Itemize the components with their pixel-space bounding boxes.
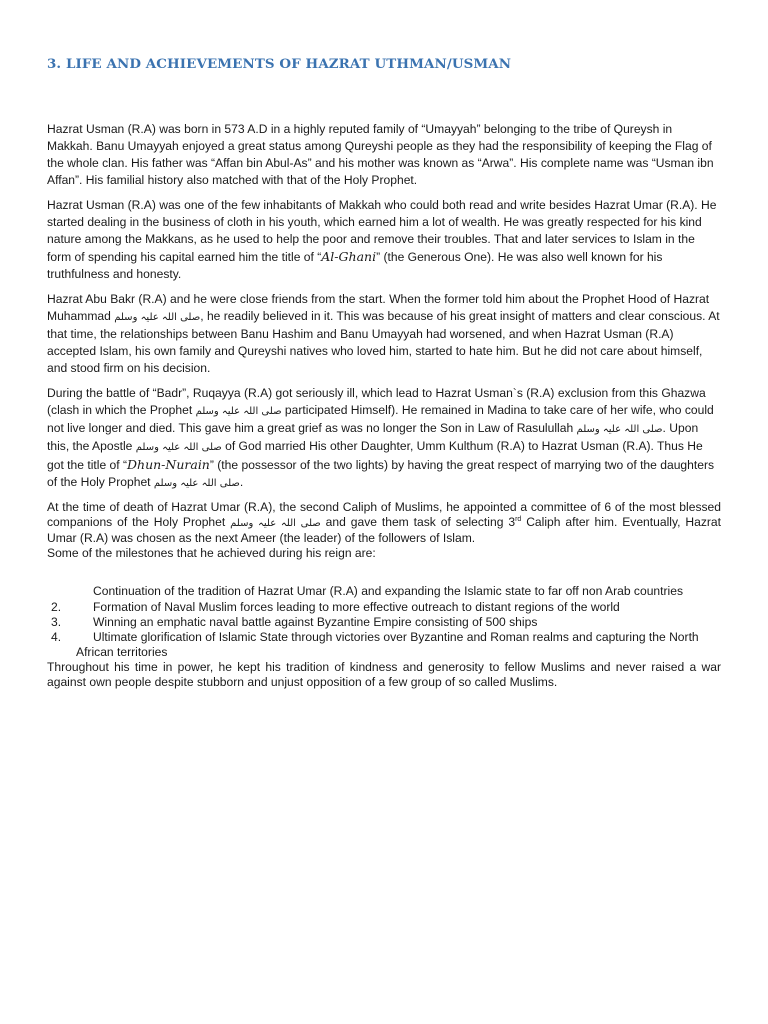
text-run: participated Himself). He remained in Madina to take care of her wife, who could not live longer and died. This gave him a great grief as was no longer the Son in Law of Rasulullah (47, 403, 714, 435)
title-dhun-nurain: Dhun-Nurain (127, 457, 210, 472)
text-run: Hazrat Usman (R.A) was one of the few inhabitants of Makkah who could both read and write besides Hazrat Umar (R.A). He started dealing in the business of cloth in his youth, which earned him a lot of wealth. He was greatly respected for his kind nature among the Makkans, as he used to help the poor and remove their troubles. That and later services to Islam in the form of spending his capital earned him the title of “ (47, 198, 717, 264)
text-run: Caliph after him. Eventually, Hazrat Umar (R.A) was chosen as the next Ameer (the leader) of the followers of Islam. (47, 515, 721, 545)
salutation-arabic: صلی اللہ علیہ وسلم (230, 518, 321, 529)
text-run: . (239, 475, 244, 489)
list-item-text: Formation of Naval Muslim forces leading to more effective outreach to distant regions of the world (93, 600, 620, 614)
list-item-text: Winning an emphatic naval battle against Byzantine Empire consisting of 500 ships (93, 615, 538, 629)
salutation-arabic: صلی اللہ علیہ وسلم (135, 442, 222, 453)
list-item (47, 615, 721, 630)
text-run: During the battle of “Badr”, Ruqayya (R.A) got seriously ill, which lead to Hazrat Usman`s (R.A) exclusion from this Ghazwa (clash in which the Prophet (47, 386, 706, 417)
title-al-ghani: Al-Ghani (321, 249, 377, 264)
list-number: 3. (51, 615, 62, 629)
list-number: 4. (51, 630, 62, 644)
milestones-list (47, 583, 721, 660)
text-run: , he readily believed in it. This was because of his great insight of matters and clear conscious. At that time, the relationships between Banu Hashim and Banu Umayyah had worsened, and when Hazrat Usman (R.A) accepted Islam, his own family and Qureyshi natives who loved him, started to hate him. But he did not care about himself, and stood firm on his decision. (47, 309, 720, 375)
text-run: At the time of death of Hazrat Umar (R.A), the second Caliph of Muslims, he appointed a committee of 6 of the most blessed companions of the Holy Prophet (47, 500, 721, 529)
document-body (47, 121, 721, 690)
paragraph-birth: Hazrat Usman (R.A) was born in 573 A.D in a highly reputed family of “Umayyah” belonging to the tribe of Qureysh in Makkah. Banu Umayyah enjoyed a great status among Qureyshi people as they had the responsibility of keeping the Flag of the whole clan. His father was “Affan bin Abul-As” and his mother was known as “Arwa”. His complete name was “Usman ibn Affan”. His familial history also matched with that of the Holy Prophet. (47, 122, 714, 187)
list-item-text: Ultimate glorification of Islamic State through victories over Byzantine and Roman realms and capturing the North African territories (76, 630, 699, 659)
milestones-intro: Some of the milestones that he achieved during his reign are: (47, 546, 376, 560)
ordinal-suffix: rd (515, 516, 522, 523)
list-item (47, 600, 721, 615)
salutation-arabic: صلی اللہ علیہ وسلم (114, 312, 201, 323)
text-run: of God married His other Daughter, Umm Kulthum (R.A) to Hazrat Usman (R.A). Thus He got the title of “ (47, 439, 703, 472)
paragraph-character (47, 197, 721, 283)
salutation-arabic: صلی اللہ علیہ وسلم (153, 478, 240, 489)
text-run: Hazrat Abu Bakr (R.A) and he were close friends from the start. When the former told him about the Prophet Hood of Hazrat Muhammad (47, 292, 710, 323)
list-item-text: Continuation of the tradition of Hazrat Umar (R.A) and expanding the Islamic state to far off non Arab countries (93, 584, 684, 598)
salutation-arabic: صلی اللہ علیہ وسلم (576, 424, 663, 435)
paragraph-caliphate (47, 500, 721, 561)
text-run: . Upon this, the Apostle (47, 421, 699, 453)
text-run: ” (the Generous One). He was also well known for his truthfulness and honesty. (47, 250, 663, 281)
paragraph-acceptance (47, 291, 721, 377)
section-heading: 3. LIFE AND ACHIEVEMENTS OF HAZRAT UTHMAN/USMAN (47, 56, 512, 72)
list-item (47, 583, 721, 600)
paragraph-closing: Throughout his time in power, he kept his tradition of kindness and generosity to fellow Muslims and never raised a war against own people despite stubborn and unjust opposition of a few group of so called Muslims. (47, 660, 721, 689)
list-number: 2. (51, 600, 62, 614)
salutation-arabic: صلی اللہ علیہ وسلم (195, 406, 282, 417)
paragraph-badr (47, 385, 721, 492)
text-run: ” (the possessor of the two lights) by having the great respect of marrying two of the daughters of the Holy Prophet (47, 458, 715, 489)
text-run: and gave them task of selecting 3 (320, 515, 516, 529)
list-item (47, 630, 721, 660)
